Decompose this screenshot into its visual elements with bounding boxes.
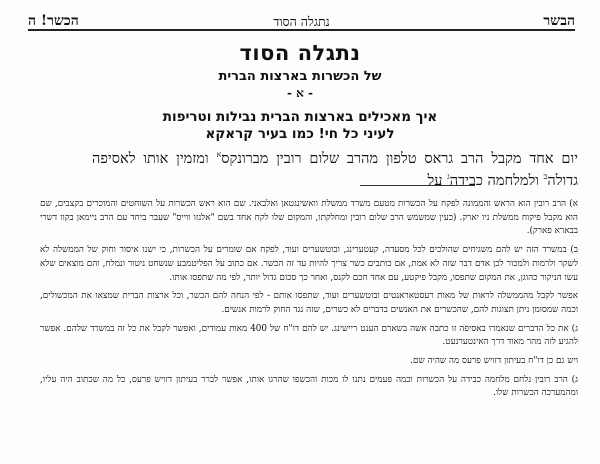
opening-paragraph	[92, 146, 578, 190]
opening-text: יום אחד מקבל הרב גראס טלפון מהרב שלום רובין מברונקס	[221, 150, 578, 167]
footnotes-block	[40, 198, 578, 406]
footnote: ג) את כל הדברים שנאמרו באסיפה זו כתבה אשה בשארם הענט ריישינג. יש להם דו"ח של 400 מאות עמודים, ואפשר לקבל את כל זה במשרד שלהם. אפשר להגיע לזה מהר מאוד דרך האינטערנעט.	[40, 323, 578, 348]
header-center-text: נתגלה הסוד	[273, 14, 330, 29]
footnote: ב) במשרד הזה יש להם משגיחים שהולכים לכל מסעדה, קעטערינג, ובוטשערים ועוד, לפקח אם שומרים על הכשרות, כי ישנו איסור וחוק של הממשלה לא לשקר ולרמות ולמכור לכן אדם דבר שזה לא אמת, אם כותבים כשר צריך להיות עד זה הכשר. אם כתוב על הפליטמבע שנשחט ניטור ונמלח, והם מוצאים שלא עשו הניקור כהוגן, את המקום שתפסו, מקבל פיקטע, עם אחד חכם לקנס, ואחר כך סכום גדול יותר, לפי מה שתפסו אותו.	[40, 245, 578, 283]
opening-text-mid: ומזמין אותו לאסיפה גדולה	[92, 150, 578, 189]
footnote: אפשר לקבל מהממשלה לראות של מאות רעסטאראנטים ובוטשערים ועוד, שתפסו אותם - לפי הנחה להם הכשר, וכל ארצות הברית שמצאו את המכשולים, וכמה שמסומן ניתן תצוגות להם, שהכשרים את האנשים בדברים לא כשרים, שזה נגד החוק לרמות אנשים.	[40, 291, 578, 315]
footnote: א) הרב רובין הוא הראש והממונה לפקח על הכשרות מטעם משרד ממשלת וואשינגטאן ואלבאני. שם הוא ראש הכשרות על השוחטים והמוכרים בקצבים, שם הוא מקבל פיקוח ממשלת ניו יארק. (כעין שמשמש הרב שלום רובין ומחלקתו, והמקום שלו לקח אחד בשם "אלנזו ווייס" שעבר ביחד עם הרב ניימאן בקוו דשרי בבארא פארק).	[40, 199, 578, 237]
chapter-marker: - א -	[286, 86, 314, 100]
header-left-text: הכשר! ה	[28, 13, 79, 29]
header-right-text: הבשר	[543, 13, 575, 29]
footnote-divider	[360, 185, 475, 186]
footnote-ref-2: ב	[543, 171, 548, 181]
footnote: ויש גם כן דו"ח בעיתון דזויש פרעס מה שהיה שם.	[410, 356, 578, 367]
document-subtitle: של הכשרות בארצות הברית	[218, 69, 382, 84]
footnote-ref-3: ג	[447, 171, 450, 181]
section-heading-line-1: איך מאכילים בארצות הברית נבילות וטריפות	[162, 109, 438, 125]
opening-text-end: ולמלחמה כבידה	[449, 172, 544, 189]
opening-text-tail: על	[427, 172, 448, 189]
document-title: נתגלה הסוד	[239, 41, 361, 65]
section-heading	[60, 109, 540, 143]
running-header	[28, 13, 575, 31]
footnote-ref-1: א	[216, 150, 222, 159]
section-heading-line-2: לעיני כל חי! כמו בעיר קראקא	[205, 126, 395, 142]
footnote: ג) הרב רובין נלחם מלחמה כבידה על הכשרות וכמה פעמים נתנו לו מכות והכשפו שהרגו אותו, אפשר לברר בעיתון דזויש פרעס, כל מה שכתוב היה עליו, ומהמערכה הכשרות שלו.	[40, 374, 578, 399]
